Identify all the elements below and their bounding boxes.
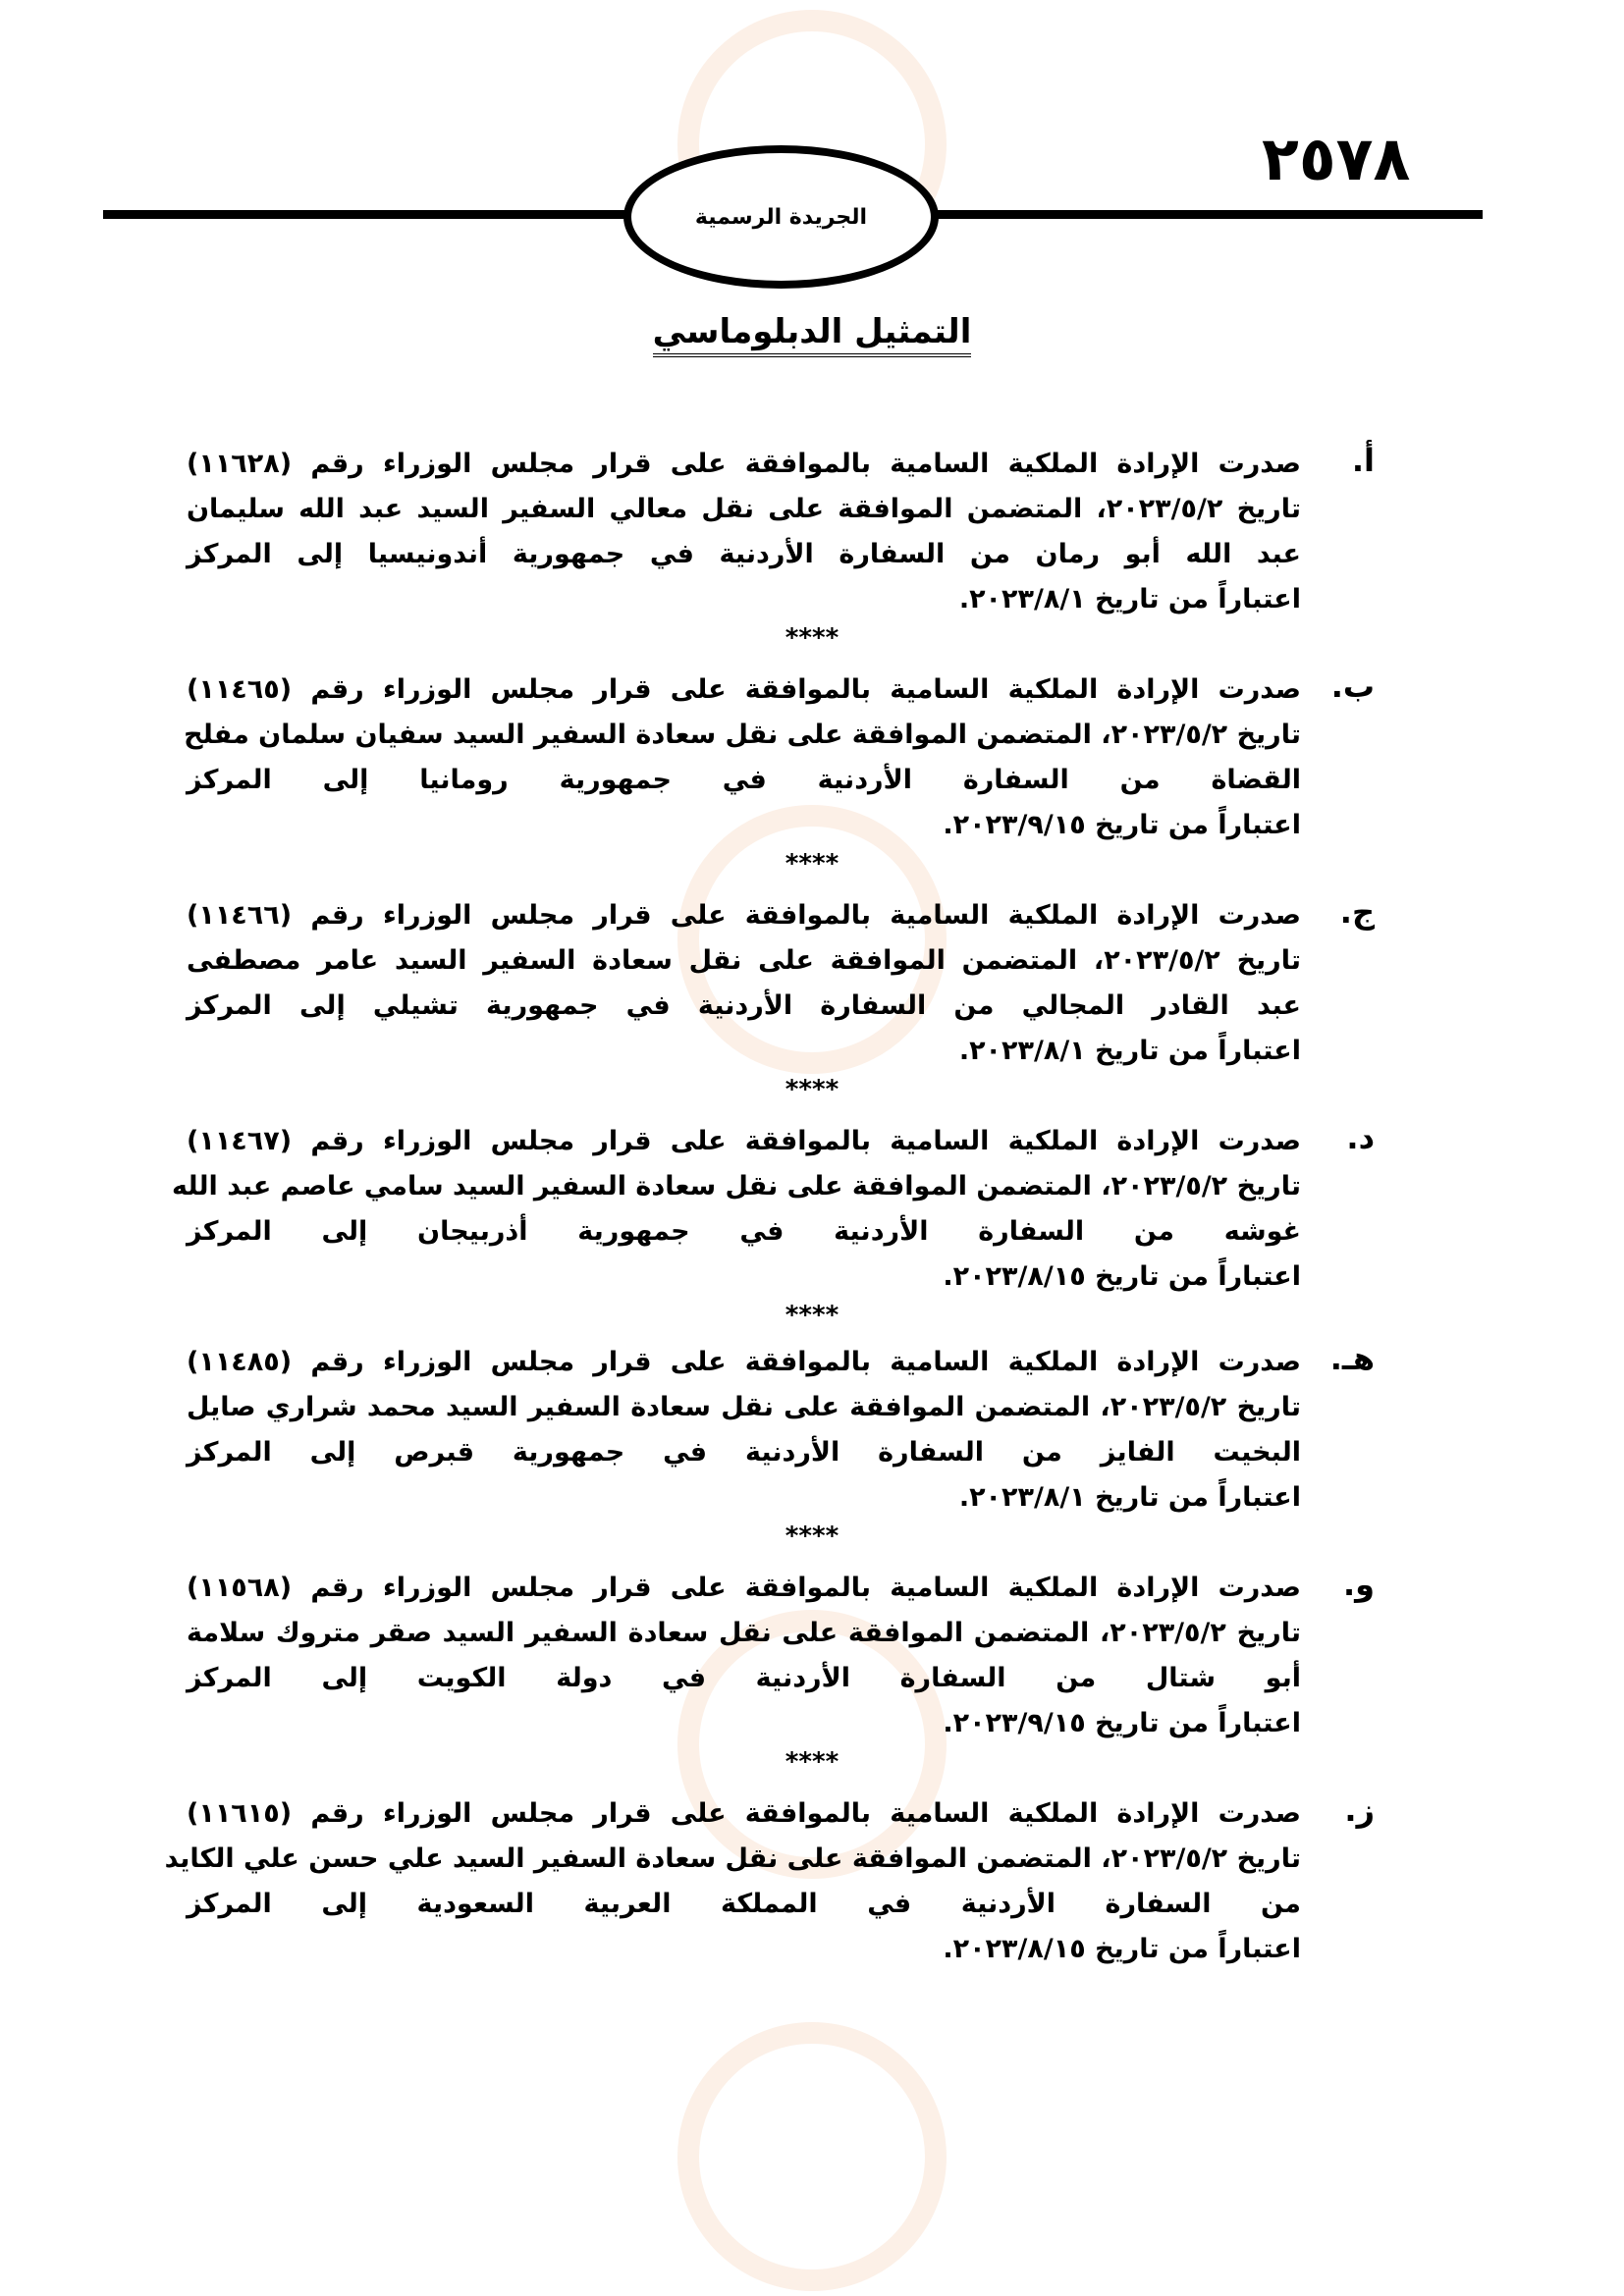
item-line: تاريخ ٢٠٢٣/٥/٢، المتضمن الموافقة على نقل سعادة السفير السيد محمد شراري صايل (187, 1392, 1301, 1422)
item-body (164, 1791, 1301, 1972)
item-line: اعتباراً من تاريخ ٢٠٢٣/٩/١٥. (943, 1708, 1301, 1738)
page-title-text: التمثيل الدبلوماسي (653, 312, 972, 357)
item-line: تاريخ ٢٠٢٣/٥/٢، المتضمن الموافقة على نقل سعادة السفير السيد سامي عاصم عبد الله (172, 1171, 1301, 1201)
item-line: اعتباراً من تاريخ ٢٠٢٣/٨/١. (958, 584, 1301, 614)
item-line: تاريخ ٢٠٢٣/٥/٢، المتضمن الموافقة على نقل سعادة السفير السيد صقر متروك سلامة (187, 1618, 1301, 1648)
item-line: من السفارة الأردنية في المملكة العربية السعودية إلى المركز (187, 1889, 1301, 1919)
decree-item (187, 1340, 1375, 1521)
item-line: صدرت الإرادة الملكية السامية بالموافقة على قرار مجلس الوزراء رقم (١١٤٦٥) (187, 674, 1301, 705)
decree-item (184, 667, 1375, 848)
item-line: اعتباراً من تاريخ ٢٠٢٣/٨/١. (958, 1482, 1301, 1513)
item-line: تاريخ ٢٠٢٣/٥/٢، المتضمن الموافقة على نقل سعادة السفير السيد علي حسن علي الكايد (164, 1843, 1301, 1874)
item-line: صدرت الإرادة الملكية السامية بالموافقة على قرار مجلس الوزراء رقم (١١٤٨٥) (187, 1347, 1301, 1377)
item-body (172, 1119, 1301, 1300)
item-line: البخيت الفايز من السفارة الأردنية في جمهورية قبرص إلى المركز (187, 1437, 1301, 1468)
item-label: ج. (1339, 893, 1375, 931)
item-line: صدرت الإرادة الملكية السامية بالموافقة على قرار مجلس الوزراء رقم (١١٤٦٧) (187, 1126, 1301, 1156)
item-label: ز. (1344, 1791, 1375, 1829)
gazette-name-oval (623, 145, 939, 289)
watermark-clock (677, 2022, 947, 2291)
separator-stars: **** (785, 623, 839, 653)
item-body (187, 442, 1301, 622)
item-line: عبد القادر المجالي من السفارة الأردنية في جمهورية تشيلي إلى المركز (187, 990, 1301, 1021)
decree-item (187, 442, 1375, 622)
item-body (187, 893, 1301, 1074)
item-line: صدرت الإرادة الملكية السامية بالموافقة على قرار مجلس الوزراء رقم (١١٦١٥) (187, 1798, 1301, 1829)
separator-stars: **** (785, 849, 839, 879)
item-body (187, 1340, 1301, 1521)
item-line: تاريخ ٢٠٢٣/٥/٢، المتضمن الموافقة على نقل معالي السفير السيد عبد الله سليمان (187, 494, 1301, 524)
gazette-name: الجريدة الرسمية (694, 204, 868, 230)
item-line: صدرت الإرادة الملكية السامية بالموافقة على قرار مجلس الوزراء رقم (١١٥٦٨) (187, 1573, 1301, 1603)
item-line: اعتباراً من تاريخ ٢٠٢٣/٨/١٥. (943, 1261, 1301, 1292)
item-line: أبو شتال من السفارة الأردنية في دولة الكويت إلى المركز (187, 1663, 1301, 1693)
item-line: غوشه من السفارة الأردنية في جمهورية أذربيجان إلى المركز (187, 1216, 1301, 1247)
item-body (184, 667, 1301, 848)
item-line: تاريخ ٢٠٢٣/٥/٢، المتضمن الموافقة على نقل سعادة السفير السيد عامر مصطفى (187, 945, 1301, 976)
item-line: اعتباراً من تاريخ ٢٠٢٣/٨/١٥. (943, 1934, 1301, 1964)
item-label: هـ. (1329, 1340, 1375, 1377)
item-label: د. (1346, 1119, 1375, 1156)
item-line: تاريخ ٢٠٢٣/٥/٢، المتضمن الموافقة على نقل سعادة السفير السيد سفيان سلمان مفلح (184, 720, 1301, 750)
item-label: و. (1342, 1566, 1375, 1603)
item-line: اعتباراً من تاريخ ٢٠٢٣/٩/١٥. (943, 810, 1301, 840)
item-label: أ. (1351, 442, 1375, 479)
separator-stars: **** (785, 1075, 839, 1104)
item-label: ب. (1330, 667, 1375, 705)
decree-item (164, 1791, 1375, 1972)
separator-stars: **** (785, 1301, 839, 1330)
item-body (187, 1566, 1301, 1746)
item-line: اعتباراً من تاريخ ٢٠٢٣/٨/١. (958, 1036, 1301, 1066)
item-line: صدرت الإرادة الملكية السامية بالموافقة على قرار مجلس الوزراء رقم (١١٤٦٦) (187, 900, 1301, 931)
item-line: صدرت الإرادة الملكية السامية بالموافقة على قرار مجلس الوزراء رقم (١١٦٢٨) (187, 449, 1301, 479)
page-title (0, 312, 1624, 351)
decree-item (187, 893, 1375, 1074)
page-number: ٢٥٧٨ (1262, 123, 1411, 194)
separator-stars: **** (785, 1522, 839, 1551)
item-line: عبد الله أبو رمان من السفارة الأردنية في جمهورية أندونيسيا إلى المركز (187, 539, 1301, 569)
separator-stars: **** (785, 1747, 839, 1777)
decree-item (187, 1566, 1375, 1746)
item-line: القضاة من السفارة الأردنية في جمهورية رومانيا إلى المركز (187, 765, 1301, 795)
decree-item (172, 1119, 1375, 1300)
